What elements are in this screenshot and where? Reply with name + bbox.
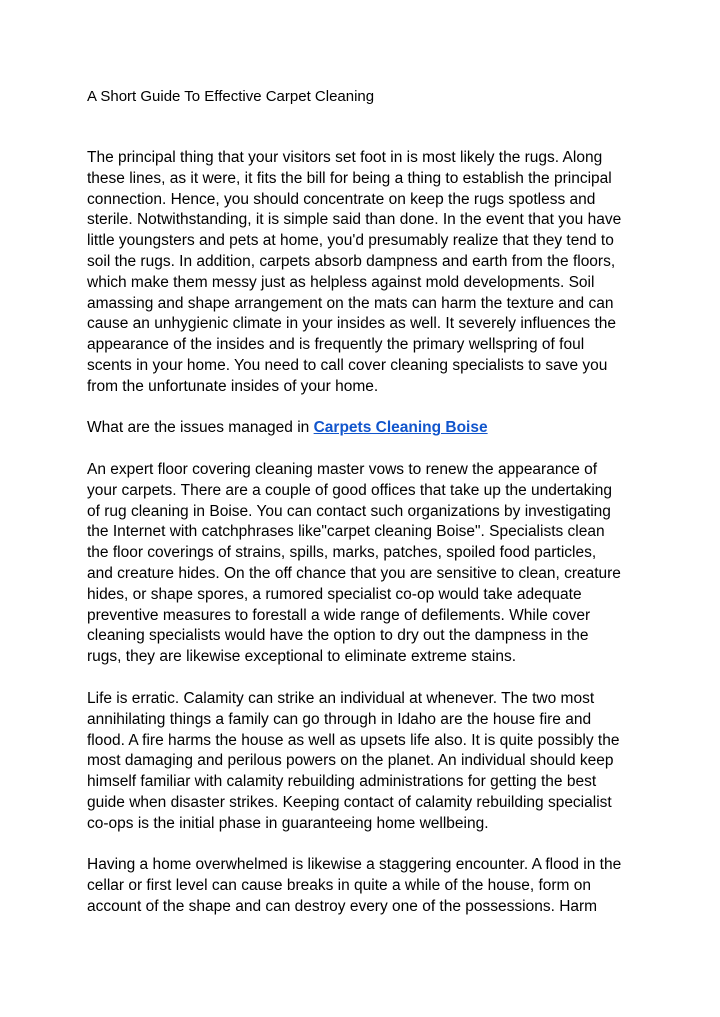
text-line: rugs, they are likewise exceptional to eliminate extreme stains. (87, 648, 517, 666)
text-line: Life is erratic. Calamity can strike an individual at whenever. The two most (87, 690, 595, 707)
text-line: the floor coverings of strains, spills, marks, patches, spoiled food particles, (87, 544, 597, 562)
text-line: himself familiar with calamity rebuilding administrations for getting the best (87, 773, 597, 791)
paragraph-expert (87, 460, 647, 668)
question-line (87, 418, 647, 439)
text-line: your carpets. There are a couple of good offices that take up the undertaking (87, 481, 613, 499)
text-line: hides, or shape spores, a rumored specialist co-op would take adequate (87, 585, 582, 603)
text-line: sterile. Notwithstanding, it is simple said than done. In the event that you have (87, 211, 622, 229)
text-line: of rug cleaning in Boise. You can contact such organizations by investigating (87, 502, 611, 520)
text-line: and creature hides. On the off chance that you are sensitive to clean, creature (87, 564, 621, 582)
text-line: these lines, as it were, it fits the bill for being a thing to establish the principal (87, 169, 612, 187)
text-line: An expert floor covering cleaning master vows to renew the appearance of (87, 461, 598, 478)
paragraph-flood (87, 855, 647, 917)
text-line: the Internet with catchphrases like"carpet cleaning Boise". Specialists clean (87, 523, 605, 541)
text-line: scents in your home. You need to call cover cleaning specialists to save you (87, 356, 608, 374)
text-line: flood. A fire harms the house as well as upsets life also. It is quite possibly the (87, 731, 620, 749)
text-line: cleaning specialists would have the option to dry out the dampness in the (87, 627, 589, 645)
text-line: co-ops is the initial phase in guaranteeing home wellbeing. (87, 814, 489, 832)
carpets-cleaning-boise-link[interactable]: Carpets Cleaning Boise (313, 419, 488, 436)
text-line: which make them messy just as helpless against mold developments. Soil (87, 273, 595, 291)
text-line: cause an unhygienic climate in your insides as well. It severely influences the (87, 315, 616, 333)
text-line: The principal thing that your visitors set foot in is most likely the rugs. Along (87, 149, 603, 166)
text-line: annihilating things a family can go through in Idaho are the house fire and (87, 710, 592, 728)
question-heading (87, 418, 647, 439)
paragraph-intro (87, 148, 647, 398)
text-line: soil the rugs. In addition, carpets absorb dampness and earth from the floors, (87, 252, 616, 270)
text-line: appearance of the insides and is frequently the primary wellspring of foul (87, 336, 585, 354)
question-prefix: What are the issues managed in (87, 419, 314, 436)
text-line: most damaging and perilous powers on the planet. An individual should keep (87, 752, 614, 770)
text-line: connection. Hence, you should concentrate on keep the rugs spotless and (87, 190, 596, 208)
text-line: little youngsters and pets at home, you'd presumably realize that they tend to (87, 232, 614, 250)
text-line: account of the shape and can destroy every one of the possessions. Harm (87, 897, 598, 915)
text-line: Having a home overwhelmed is likewise a staggering encounter. A flood in the (87, 856, 622, 873)
text-line: from the unfortunate insides of your home. (87, 377, 379, 395)
paragraph-calamity (87, 689, 647, 835)
document-title: A Short Guide To Effective Carpet Cleaning (87, 88, 375, 105)
text-line: cellar or first level can cause breaks in quite a while of the house, form on (87, 876, 592, 894)
text-line: preventive measures to forestall a wide range of defilements. While cover (87, 606, 591, 624)
text-line: amassing and shape arrangement on the mats can harm the texture and can (87, 294, 614, 312)
text-line: guide when disaster strikes. Keeping contact of calamity rebuilding specialist (87, 793, 612, 811)
